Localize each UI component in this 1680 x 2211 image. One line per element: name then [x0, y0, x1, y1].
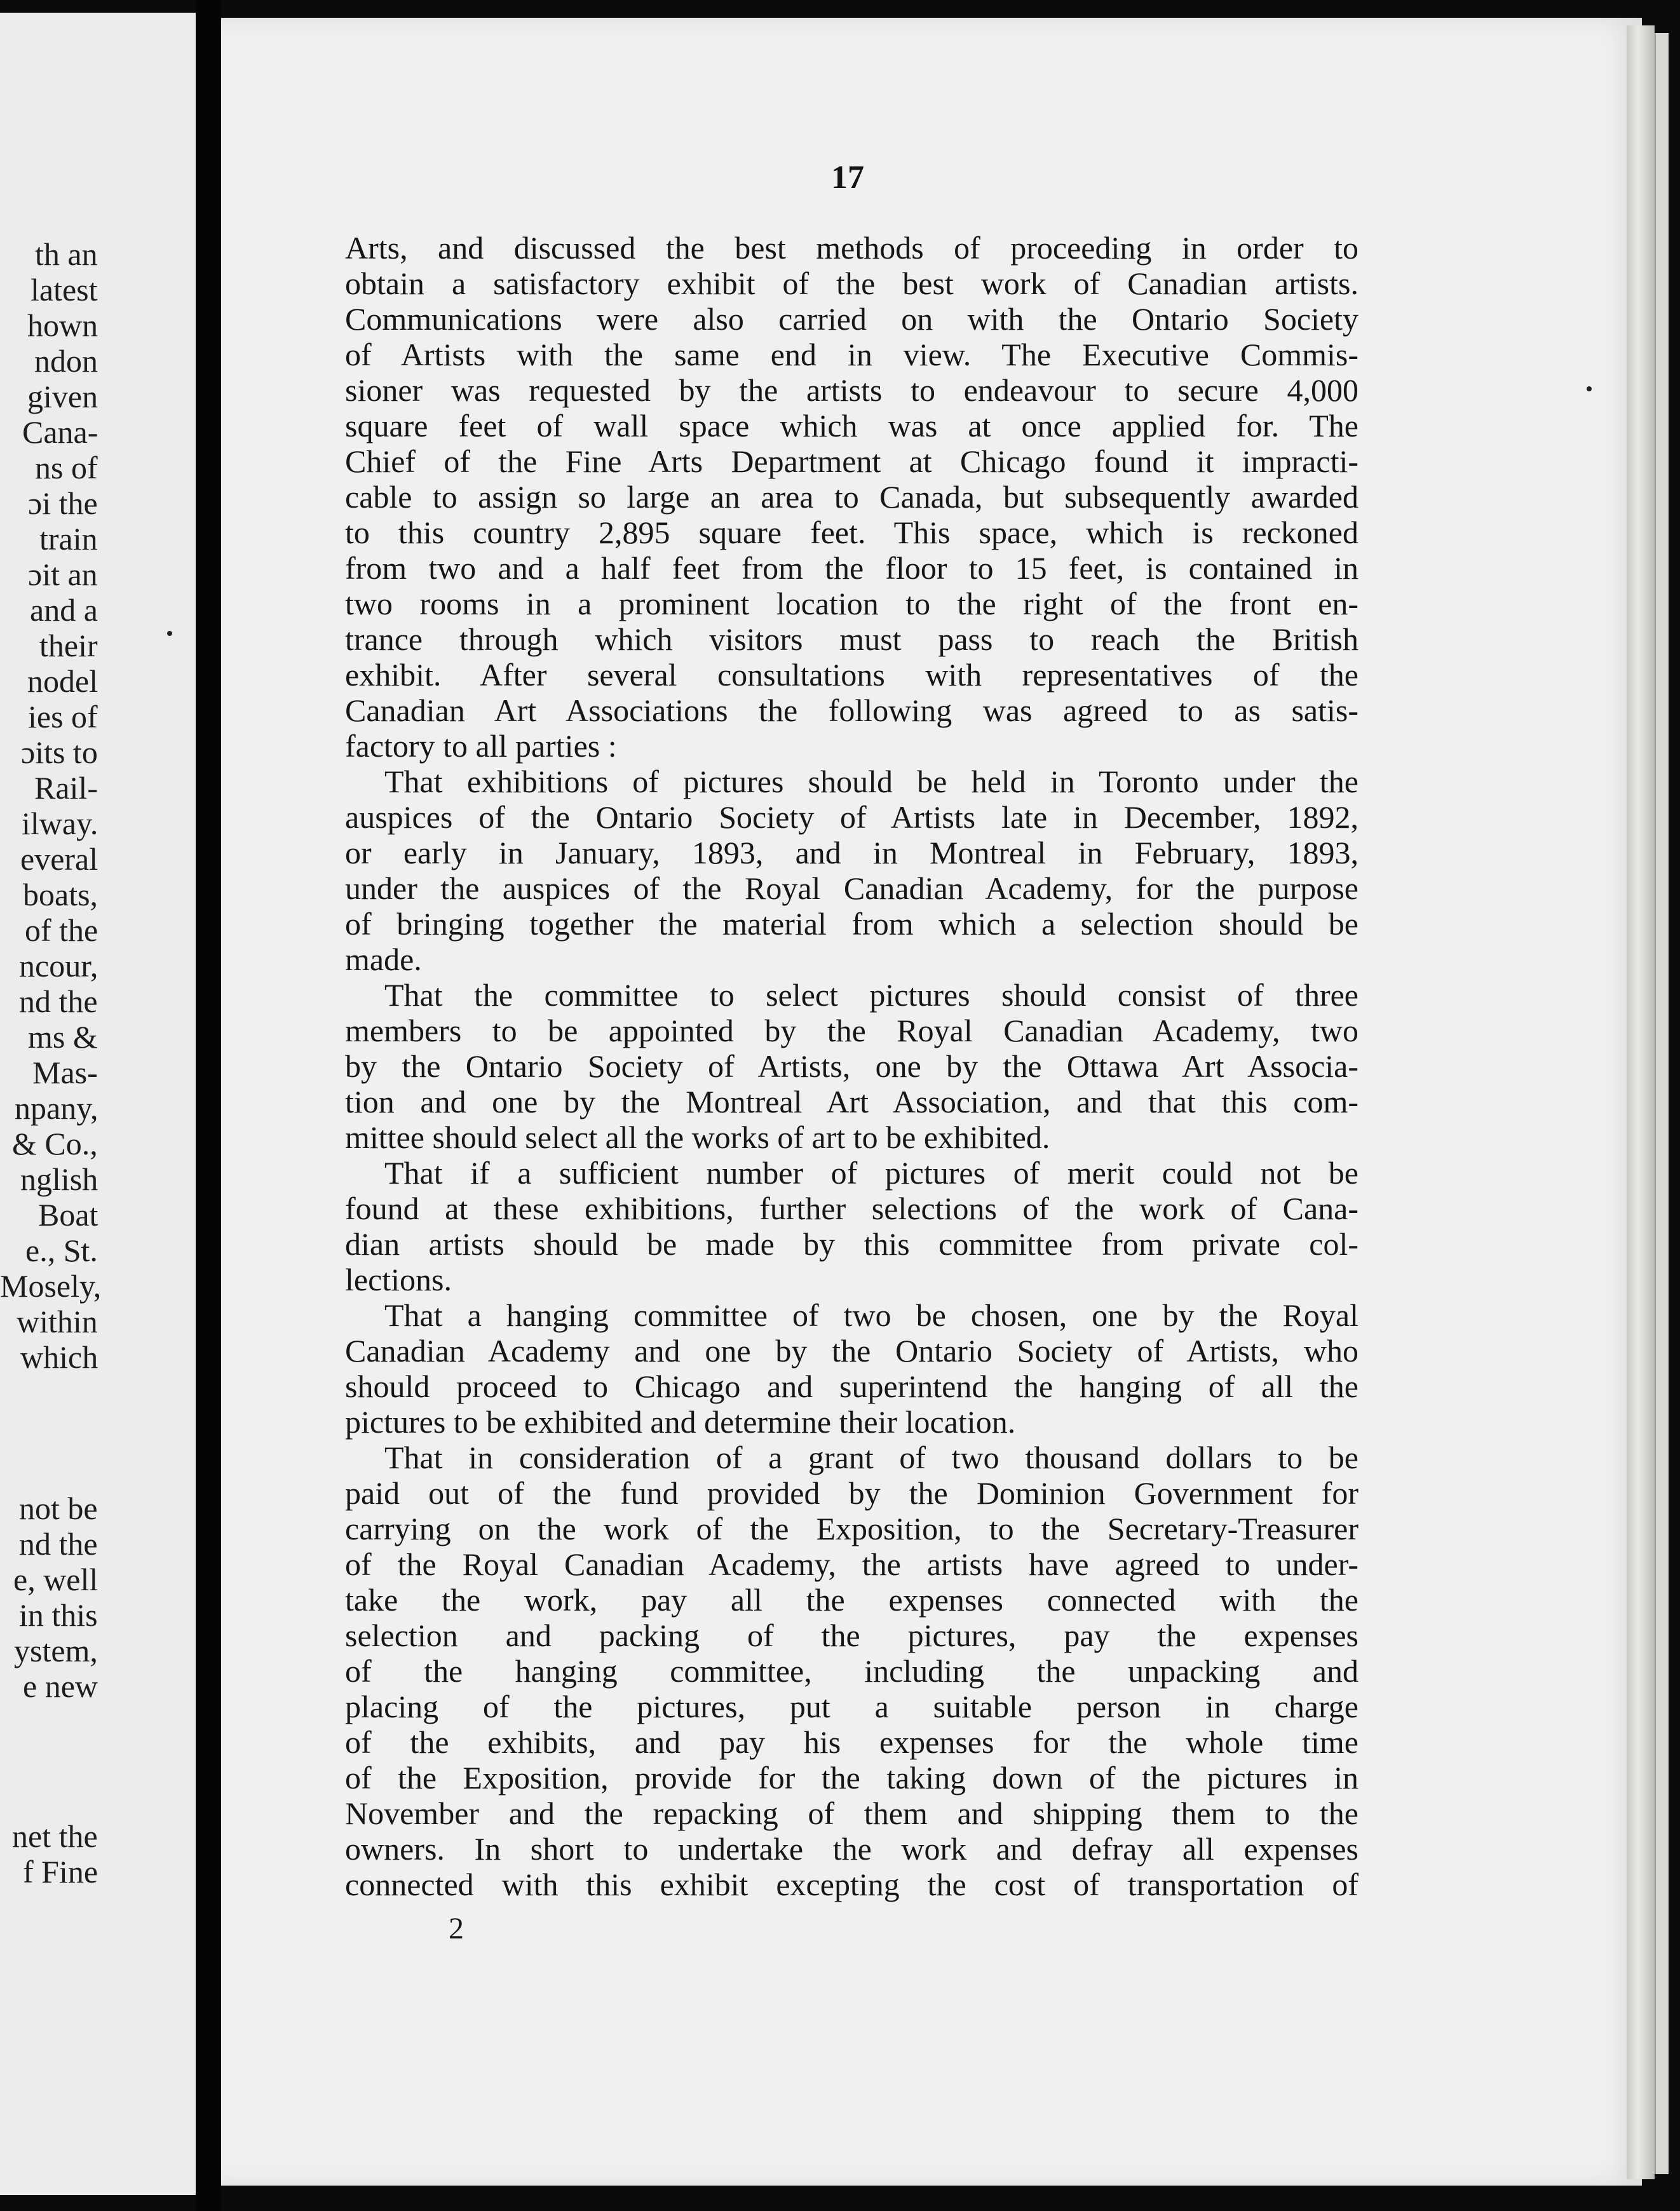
- text-line: owners. In short to undertake the work and defray all expenses: [345, 1831, 1358, 1867]
- text-line: That in consideration of a grant of two thousand dollars to be: [384, 1440, 1358, 1475]
- left-page-line: everal: [20, 841, 98, 877]
- left-page-line: ilway.: [22, 806, 98, 841]
- left-page-line: which: [20, 1339, 98, 1375]
- left-page-line: given: [27, 379, 98, 414]
- left-page: [0, 13, 197, 2195]
- signature-mark: 2: [449, 1912, 464, 1945]
- text-line: of the exhibits, and pay his expenses for the whole time: [345, 1724, 1358, 1760]
- text-line: Canadian Academy and one by the Ontario Society of Artists, who: [345, 1333, 1358, 1369]
- text-line: connected with this exhibit excepting the cost of transportation of: [345, 1867, 1358, 1902]
- left-page-line: in this: [19, 1597, 98, 1633]
- text-line: to this country 2,895 square feet. This space, which is reckoned: [345, 515, 1358, 550]
- left-page-line: Cana-: [22, 414, 98, 450]
- left-page-line: their: [39, 628, 98, 663]
- text-line: trance through which visitors must pass to reach the British: [345, 621, 1358, 657]
- speck: [167, 631, 172, 636]
- left-page-line: hown: [27, 308, 98, 343]
- text-line: paid out of the fund provided by the Dominion Government for: [345, 1475, 1358, 1511]
- left-page-line: f Fine: [23, 1854, 98, 1890]
- left-page-line: and a: [30, 592, 98, 628]
- text-line: That a hanging committee of two be chosen, one by the Royal: [384, 1297, 1358, 1333]
- text-line: two rooms in a prominent location to the right of the front en-: [345, 586, 1358, 621]
- text-line: square feet of wall space which was at once applied for. The: [345, 408, 1358, 443]
- left-page-line: ies of: [28, 699, 98, 734]
- speck: [1587, 386, 1592, 391]
- left-page-line: e, well: [13, 1562, 98, 1597]
- text-line: selection and packing of the pictures, pay the expenses: [345, 1618, 1358, 1653]
- text-line: lections.: [345, 1262, 452, 1297]
- left-page-line: nglish: [20, 1161, 98, 1197]
- left-page-line: within: [17, 1304, 98, 1339]
- left-page-line: ɔits to: [21, 734, 98, 770]
- page-edge: [1627, 25, 1655, 2179]
- text-line: of bringing together the material from which a selection should be: [345, 906, 1358, 942]
- text-line: members to be appointed by the Royal Canadian Academy, two: [345, 1013, 1358, 1048]
- text-line: by the Ontario Society of Artists, one by the Ottawa Art Associa-: [345, 1048, 1358, 1084]
- left-page-line: ɔi the: [28, 485, 98, 521]
- text-line: Arts, and discussed the best methods of proceeding in order to: [345, 230, 1358, 266]
- text-line: pictures to be exhibited and determine their location.: [345, 1404, 1016, 1440]
- text-line: placing of the pictures, put a suitable person in charge: [345, 1689, 1358, 1724]
- text-line: That the committee to select pictures should consist of three: [384, 977, 1358, 1013]
- left-page-line: net the: [12, 1818, 98, 1854]
- text-line: should proceed to Chicago and superintend the hanging of all the: [345, 1369, 1358, 1404]
- left-page-line: Mosely,: [0, 1268, 102, 1304]
- left-page-line: & Co.,: [12, 1126, 98, 1161]
- book-gutter: [196, 0, 221, 2211]
- text-line: mittee should select all the works of art to be exhibited.: [345, 1119, 1050, 1155]
- text-line: under the auspices of the Royal Canadian Academy, for the purpose: [345, 870, 1358, 906]
- text-line: sioner was requested by the artists to endeavour to secure 4,000: [345, 372, 1358, 408]
- text-line: of the Exposition, provide for the taking down of the pictures in: [345, 1760, 1358, 1795]
- text-line: of the hanging committee, including the unpacking and: [345, 1653, 1358, 1689]
- text-line: cable to assign so large an area to Canada, but subsequently awarded: [345, 479, 1358, 515]
- left-page-line: e., St.: [25, 1233, 98, 1268]
- text-line: That exhibitions of pictures should be held in Toronto under the: [384, 764, 1358, 799]
- text-line: Communications were also carried on with the Ontario Society: [345, 301, 1358, 337]
- left-page-line: latest: [30, 272, 98, 308]
- text-line: factory to all parties :: [345, 728, 617, 764]
- left-page-line: ɔit an: [28, 557, 98, 592]
- left-page-line: train: [39, 521, 98, 557]
- text-line: made.: [345, 942, 422, 977]
- text-line: from two and a half feet from the floor to 15 feet, is contained in: [345, 550, 1358, 586]
- text-line: obtain a satisfactory exhibit of the best work of Canadian artists.: [345, 266, 1358, 301]
- text-line: or early in January, 1893, and in Montreal in February, 1893,: [345, 835, 1358, 870]
- text-line: dian artists should be made by this committee from private col-: [345, 1226, 1358, 1262]
- left-page-line: Boat: [38, 1197, 98, 1233]
- left-page-line: ncour,: [19, 948, 98, 984]
- text-line: carrying on the work of the Exposition, to the Secretary-Treasurer: [345, 1511, 1358, 1546]
- text-line: Chief of the Fine Arts Department at Chicago found it impracti-: [345, 443, 1358, 479]
- left-page-line: th an: [35, 236, 98, 272]
- page-number: 17: [831, 159, 864, 196]
- left-page-line: ystem,: [14, 1633, 98, 1668]
- text-line: of the Royal Canadian Academy, the artists have agreed to under-: [345, 1546, 1358, 1582]
- page-edge-back: [1655, 33, 1669, 2174]
- left-page-line: ms &: [28, 1019, 98, 1055]
- text-line: found at these exhibitions, further selections of the work of Cana-: [345, 1191, 1358, 1226]
- text-line: exhibit. After several consultations with representatives of the: [345, 657, 1358, 693]
- left-page-line: of the: [25, 912, 98, 948]
- body-text: [345, 230, 1358, 1902]
- text-line: take the work, pay all the expenses connected with the: [345, 1582, 1358, 1618]
- text-line: tion and one by the Montreal Art Association, and that this com-: [345, 1084, 1358, 1119]
- left-page-line: not be: [19, 1491, 98, 1526]
- left-page-line: nodel: [27, 663, 98, 699]
- left-page-line: e new: [23, 1668, 98, 1704]
- text-line: Canadian Art Associations the following was agreed to as satis-: [345, 693, 1358, 728]
- left-page-line: npany,: [15, 1090, 98, 1126]
- text-line: November and the repacking of them and shipping them to the: [345, 1795, 1358, 1831]
- left-page-line: nd the: [19, 984, 98, 1019]
- left-page-line: Mas-: [32, 1055, 98, 1090]
- left-page-line: ns of: [35, 450, 98, 485]
- left-page-line: ndon: [34, 343, 98, 379]
- text-line: of Artists with the same end in view. The Executive Commis-: [345, 337, 1358, 372]
- left-page-line: nd the: [19, 1526, 98, 1562]
- text-line: That if a sufficient number of pictures of merit could not be: [384, 1155, 1358, 1191]
- text-line: auspices of the Ontario Society of Artists late in December, 1892,: [345, 799, 1358, 835]
- left-page-line: boats,: [23, 877, 98, 912]
- left-page-line: Rail-: [34, 770, 98, 806]
